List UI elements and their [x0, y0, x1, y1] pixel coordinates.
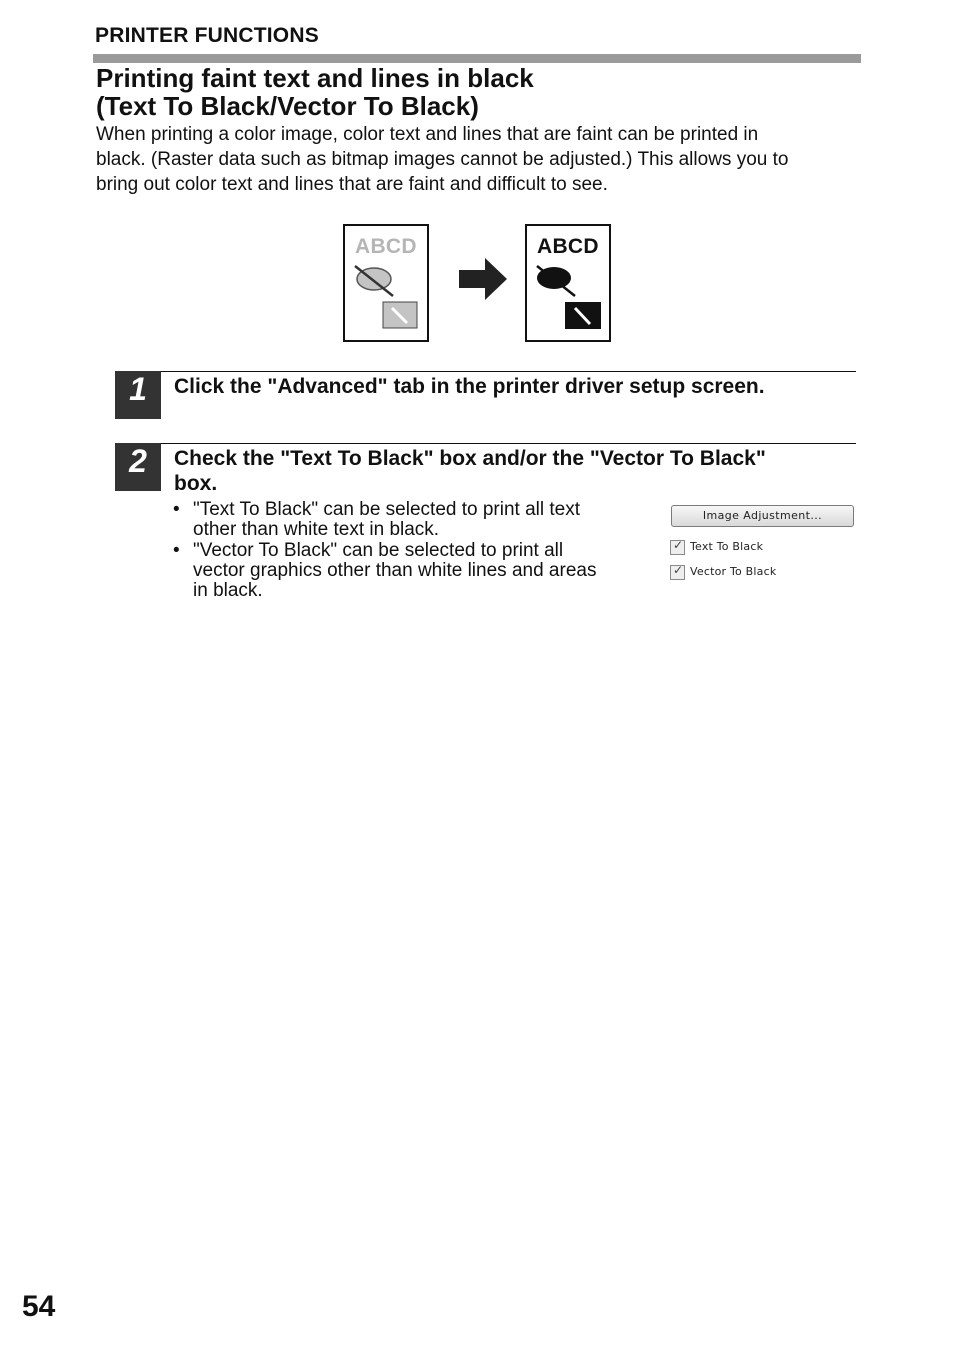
arrow-right-icon: [459, 258, 507, 300]
title-line-1: Printing faint text and lines in black: [96, 63, 534, 93]
checkmark-icon: ✓: [673, 563, 684, 577]
image-adjustment-button[interactable]: Image Adjustment...: [671, 505, 854, 527]
step-2-number: 2: [115, 443, 161, 491]
step-2-rule: [161, 443, 856, 444]
intro-line-1: When printing a color image, color text and lines that are faint can be printed in: [96, 124, 759, 145]
step-1: [115, 371, 856, 419]
vector-to-black-label: Vector To Black: [690, 565, 777, 578]
step-2-bullets: [172, 500, 642, 602]
step-2: [115, 443, 856, 495]
step-2-text-line-2: box.: [174, 472, 218, 495]
vector-to-black-checkbox[interactable]: [670, 564, 860, 580]
bullet-vector-to-black: [172, 541, 642, 601]
bullet-2-line-1: • "Vector To Black" can be selected to print all: [193, 540, 564, 561]
faint-shapes-graphic: [345, 226, 427, 340]
intro-line-3: bring out color text and lines that are faint and difficult to see.: [96, 174, 608, 195]
step-2-text-line-1: Check the "Text To Black" box and/or the "Vector To Black": [174, 447, 766, 470]
text-to-black-box[interactable]: [670, 540, 685, 555]
bullet-2-line-2: vector graphics other than white lines and areas: [193, 560, 597, 581]
bullet-1-line-1: • "Text To Black" can be selected to print all text: [193, 499, 581, 520]
step-1-number: 1: [115, 371, 161, 419]
step-1-rule: [161, 371, 856, 372]
bullet-text-to-black: [172, 500, 642, 540]
text-to-black-label: Text To Black: [690, 540, 764, 553]
step-2-text: [174, 446, 766, 496]
black-shapes-graphic: [527, 226, 609, 340]
bullet-2-line-3: in black.: [193, 580, 263, 601]
after-illustration: [525, 224, 611, 342]
faint-abcd-text: ABCD: [355, 235, 417, 258]
intro-paragraph: [96, 122, 856, 197]
header-rule: [93, 54, 861, 63]
page-number: 54: [22, 1290, 56, 1323]
before-illustration: [343, 224, 429, 342]
section-header: PRINTER FUNCTIONS: [95, 24, 319, 47]
black-abcd-text: ABCD: [537, 235, 599, 258]
bullet-1-line-2: other than white text in black.: [193, 519, 440, 540]
intro-line-2: black. (Raster data such as bitmap images cannot be adjusted.) This allows you to: [96, 149, 789, 170]
checkmark-icon: ✓: [673, 538, 684, 552]
text-to-black-checkbox[interactable]: [670, 539, 860, 555]
title-line-2: (Text To Black/Vector To Black): [96, 91, 479, 121]
step-1-text: Click the "Advanced" tab in the printer driver setup screen.: [174, 375, 765, 398]
page-title: [96, 64, 534, 120]
vector-to-black-box[interactable]: [670, 565, 685, 580]
